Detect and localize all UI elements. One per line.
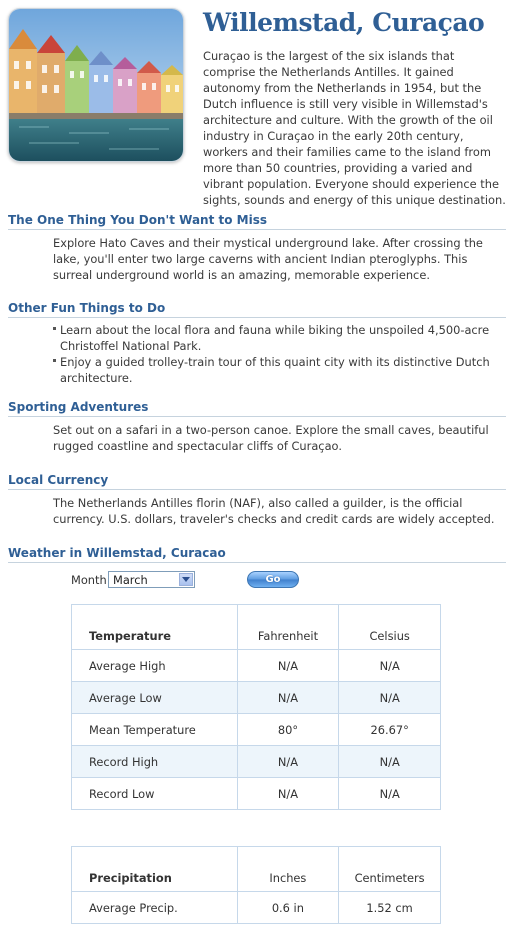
chevron-down-icon[interactable] [179, 573, 193, 586]
month-label: Month [71, 573, 107, 587]
table-row [72, 682, 441, 714]
currency-heading: Local Currency [8, 473, 506, 490]
must-see-heading: The One Thing You Don't Want to Miss [8, 213, 506, 230]
table-cell: N/A [237, 650, 339, 682]
table-row [72, 650, 441, 682]
row-label: Mean Temperature [72, 714, 238, 746]
weather-heading: Weather in Willemstad, Curacao [8, 546, 506, 563]
table-cell: N/A [237, 778, 339, 810]
table-cell: 80° [237, 714, 339, 746]
currency-text: The Netherlands Antilles florin (NAF), also called a guilder, is the official currency. U.S. dollars, traveler's checks and credit cards are widely accepted. [53, 496, 495, 526]
row-label: Average Low [72, 682, 238, 714]
must-see-text: Explore Hato Caves and their mystical underground lake. After crossing the lake, you'll enter two large caverns with ancient Indian pteroglyphs. This surreal underground world is an amazing, memorable experience. [53, 236, 483, 282]
month-select[interactable] [108, 571, 195, 588]
sporting-heading: Sporting Adventures [8, 400, 506, 417]
month-select-value: March [113, 573, 148, 587]
row-label: Record High [72, 746, 238, 778]
table-header-row [72, 847, 441, 892]
table-row [72, 714, 441, 746]
table-cell: N/A [339, 682, 441, 714]
table-cell: N/A [339, 778, 441, 810]
column-header: Celsius [339, 605, 441, 650]
table-cell: N/A [339, 650, 441, 682]
row-label: Record Low [72, 778, 238, 810]
table-row [72, 746, 441, 778]
column-header: Precipitation [72, 847, 238, 892]
temperature-table [71, 604, 441, 810]
column-header: Centimeters [339, 847, 441, 892]
table-header-row [72, 605, 441, 650]
go-button[interactable]: Go [247, 571, 299, 588]
list-item: Enjoy a guided trolley-train tour of this quaint city with its distinctive Dutch architecture. [52, 354, 507, 386]
row-label: Average High [72, 650, 238, 682]
column-header: Fahrenheit [237, 605, 339, 650]
column-header: Temperature [72, 605, 238, 650]
sporting-text: Set out on a safari in a two-person canoe. Explore the small caves, beautiful rugged coastline and spectacular cliffs of Curaçao. [53, 423, 489, 453]
table-cell: N/A [237, 682, 339, 714]
table-cell: 26.67° [339, 714, 441, 746]
fun-things-heading: Other Fun Things to Do [8, 301, 506, 318]
harbor-photo [8, 8, 184, 162]
table-cell: 0.6 in [237, 892, 339, 924]
row-label: Average Precip. [72, 892, 238, 924]
column-header: Inches [237, 847, 339, 892]
intro-text: Curaçao is the largest of the six islands that comprise the Netherlands Antilles. It gained autonomy from the Netherlands in 1954, but the Dutch influence is still very visible in Willemstad's architecture and culture. With the growth of the oil industry in Curaçao in the early 20th century, workers and their families came to the island from more than 50 countries, providing a varied and vibrant population. Everyone should experience the sights, sounds and energy of this unique destination. [203, 49, 506, 207]
table-row [72, 892, 441, 924]
precipitation-table [71, 846, 441, 924]
page-title: Willemstad, Curaçao [203, 8, 485, 37]
list-item: Learn about the local flora and fauna while biking the unspoiled 4,500-acre Christoffel National Park. [52, 322, 507, 354]
table-cell: N/A [237, 746, 339, 778]
table-cell: N/A [339, 746, 441, 778]
fun-things-list [52, 322, 507, 386]
table-cell: 1.52 cm [339, 892, 441, 924]
table-row [72, 778, 441, 810]
